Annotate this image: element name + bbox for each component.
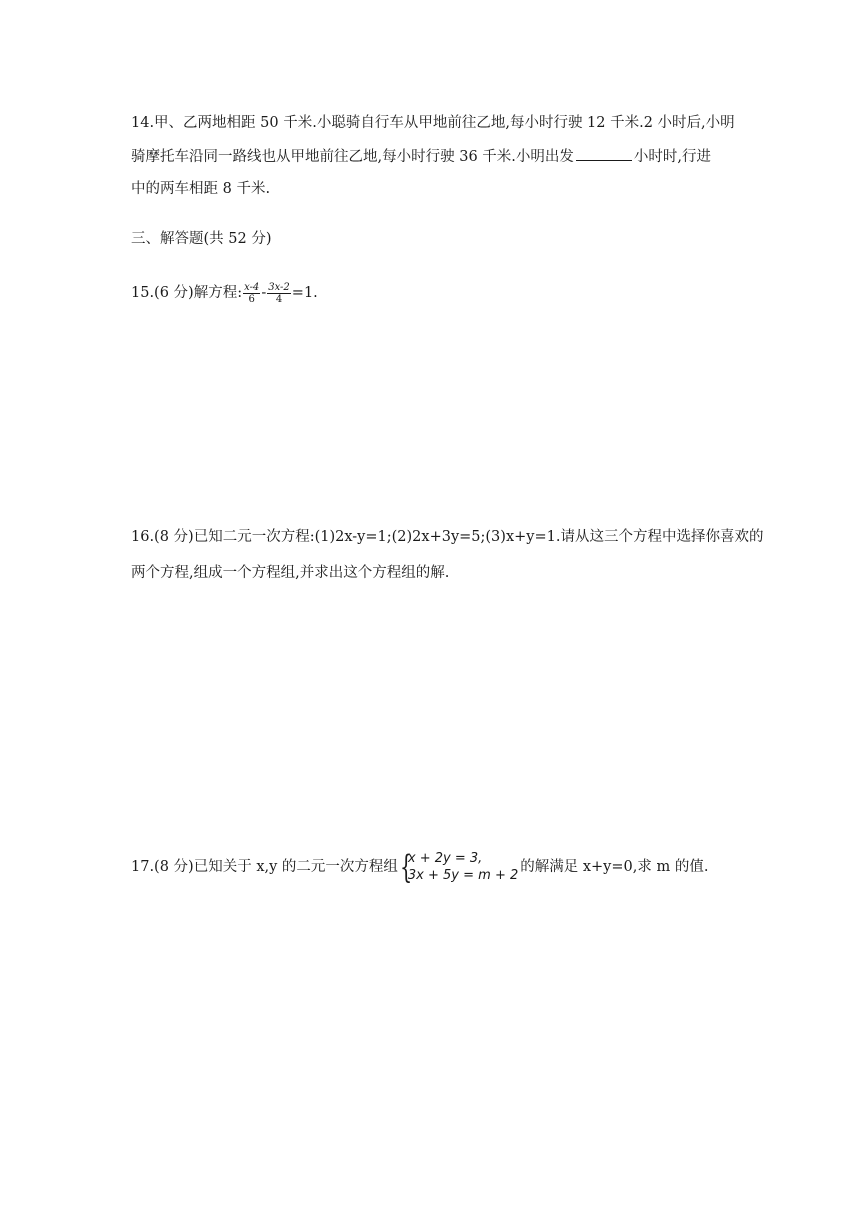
question-14-line-1: 14.甲、乙两地相距 50 千米.小聪骑自行车从甲地前往乙地,每小时行驶 12 千米.2 小时后,小明 bbox=[131, 115, 735, 131]
question-14-line-2 bbox=[131, 146, 711, 167]
minus-sign: - bbox=[261, 285, 267, 301]
fraction-1-denominator: 6 bbox=[248, 293, 255, 305]
equation-1: x + 2y = 3, bbox=[407, 851, 483, 866]
equation-2: 3x + 5y = m + 2 bbox=[407, 868, 519, 883]
fraction-2 bbox=[267, 282, 291, 305]
question-14-line-3: 中的两车相距 8 千米. bbox=[131, 181, 271, 197]
question-15 bbox=[131, 280, 318, 306]
question-15-suffix: =1. bbox=[291, 285, 318, 301]
question-16-line-2: 两个方程,组成一个方程组,并求出这个方程组的解. bbox=[131, 565, 450, 581]
fraction-2-numerator: 3x-2 bbox=[268, 281, 290, 293]
equation-system bbox=[400, 850, 518, 884]
question-17-suffix: 的解满足 x+y=0,求 m 的值. bbox=[520, 859, 709, 875]
fraction-1-numerator: x-4 bbox=[244, 281, 260, 293]
question-14-text-after-blank: 小时时,行进 bbox=[633, 149, 711, 165]
question-17 bbox=[131, 849, 708, 885]
fraction-2-denominator: 4 bbox=[275, 293, 283, 305]
section-heading: 三、解答题(共 52 分) bbox=[131, 231, 272, 247]
question-17-prefix: 17.(8 分)已知关于 x,y 的二元一次方程组 bbox=[131, 859, 398, 875]
fraction-1 bbox=[243, 282, 260, 305]
question-14-text-before-blank: 骑摩托车沿同一路线也从甲地前往乙地,每小时行驶 36 千米.小明出发 bbox=[131, 149, 574, 165]
answer-blank[interactable] bbox=[576, 146, 632, 161]
left-brace: { bbox=[399, 848, 413, 886]
question-15-prefix: 15.(6 分)解方程: bbox=[131, 285, 243, 301]
question-16-line-1: 16.(8 分)已知二元一次方程:(1)2x-y=1;(2)2x+3y=5;(3)x+y=1.请从这三个方程中选择你喜欢的 bbox=[131, 529, 764, 545]
